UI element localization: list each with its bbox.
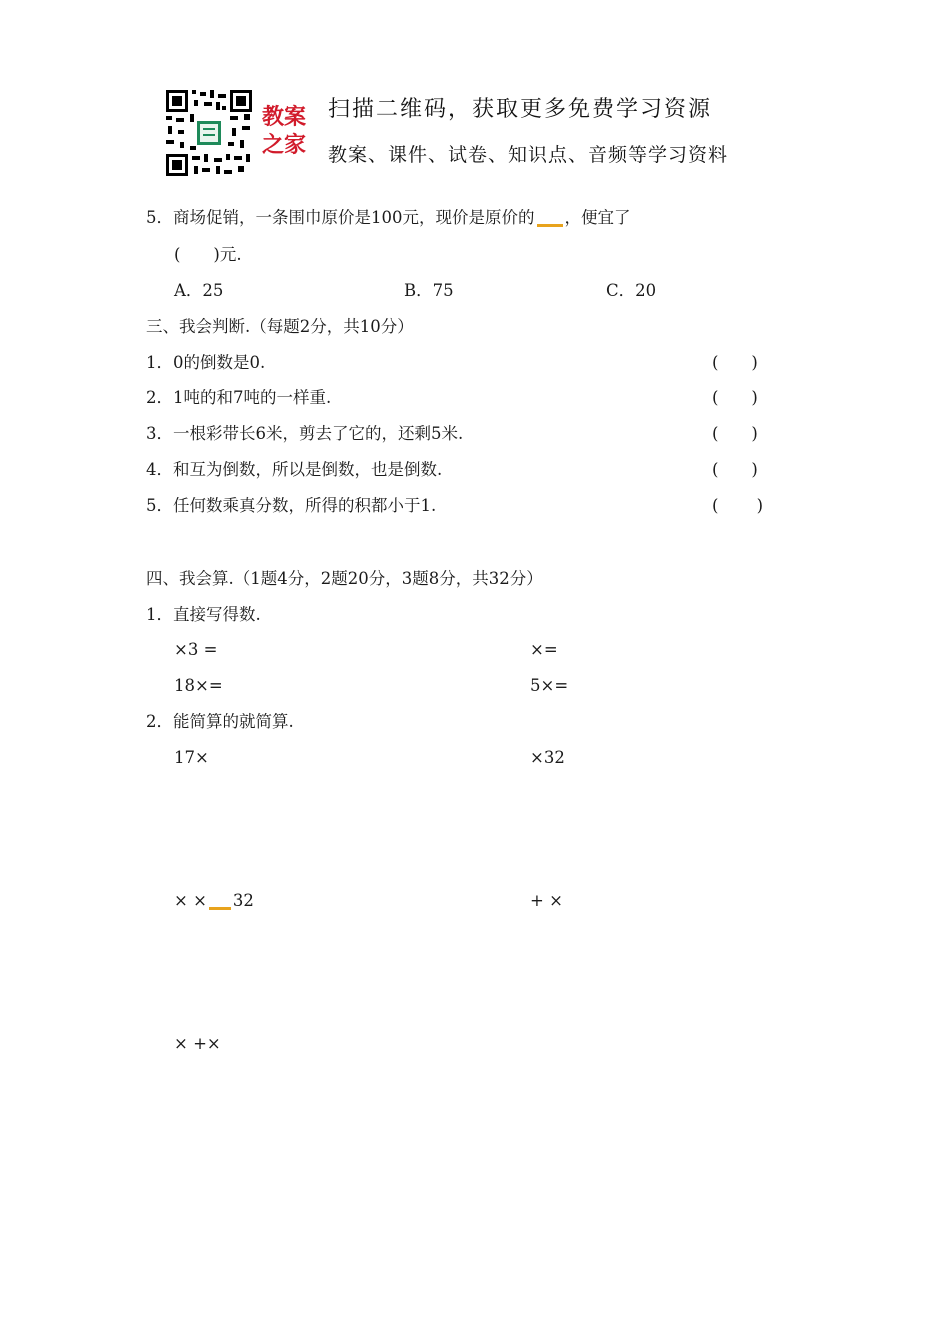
calc-2-1: 17× [174,748,209,767]
calc-1-3: 18×= [174,676,223,695]
judge-item-1: 1．0的倒数是0. [146,353,266,372]
fraction-blank [537,224,563,227]
calc-2-4: + × [530,891,563,910]
question-5-line2: ( )元. [174,245,242,264]
calc-1-2: ×= [530,640,558,659]
section-4-title: 四、我会算.（1题4分，2题20分，3题8分，共32分） [146,569,543,588]
answer-bracket-3: ( ) [712,424,758,443]
question-5-stem-after: ，便宜了 [564,208,631,227]
judge-item-4: 4．和互为倒数，所以是倒数，也是倒数. [146,460,443,479]
banner-subline: 教案、课件、试卷、知识点、音频等学习资料 [328,144,729,166]
calc-2-2: ×32 [530,748,565,767]
calc-2-3-b: 32 [232,891,254,910]
calc-2-3 [174,889,254,913]
judge-item-5: 5．任何数乘真分数，所得的积都小于1. [146,496,437,515]
calc-2-5: × +× [174,1034,221,1053]
calc-1-4: 5×= [530,676,569,695]
calc-2-3-a: × × [174,891,207,910]
question-5-stem [146,206,631,230]
answer-bracket-2: ( ) [712,388,758,407]
part-2-title: 2．能简算的就简算. [146,712,294,731]
answer-bracket-1: ( ) [712,353,758,372]
logo-text: 教案之家 [262,105,307,158]
judge-item-3: 3．一根彩带长6米，剪去了它的，还剩5米. [146,424,464,443]
fraction-blank [209,907,231,910]
answer-bracket-5: ( ) [712,496,764,515]
section-3-title: 三、我会判断.（每题2分，共10分） [146,317,414,336]
option-c: C．20 [606,281,657,300]
answer-bracket-4: ( ) [712,460,758,479]
banner-headline: 扫描二维码，获取更多免费学习资源 [328,97,713,122]
part-1-title: 1．直接写得数. [146,605,261,624]
qr-code-icon [164,88,254,178]
option-b: B．75 [404,281,454,300]
question-5-stem-before: 5．商场促销，一条围巾原价是100元，现价是原价的 [146,208,535,227]
option-a: A．25 [174,281,224,300]
calc-1-1: ×3 = [174,640,218,659]
judge-item-2: 2．1吨的和7吨的一样重. [146,388,332,407]
